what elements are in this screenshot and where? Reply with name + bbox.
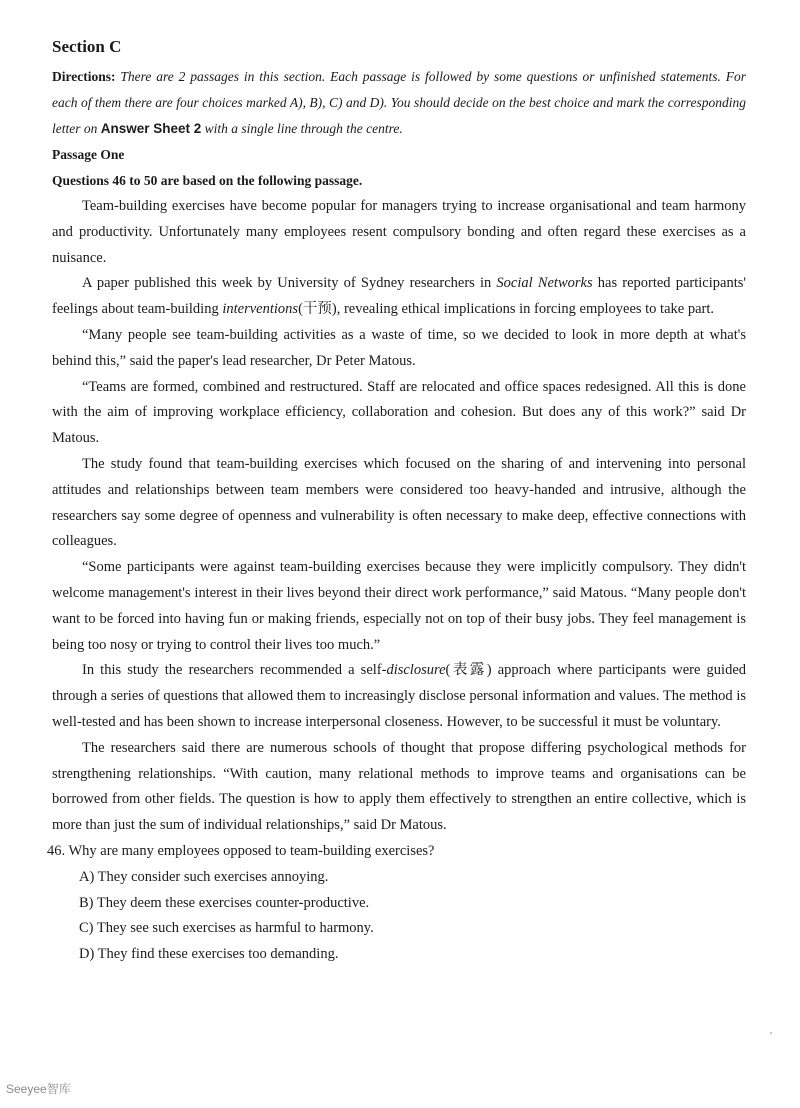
answer-sheet-label: Answer Sheet 2: [100, 121, 202, 136]
paragraph-1: Team-building exercises have become popular for managers trying to increase organisational and team harmony and productivity. Unfortunately many employees resent compulsory bonding and often regard these exercises as a nuisance.: [52, 198, 746, 266]
directions: [52, 64, 746, 142]
questions-intro: Questions 46 to 50 are based on the following passage.: [52, 173, 363, 188]
paragraph-2-part-c: (干预), revealing ethical implications in forcing employees to take part.: [298, 301, 714, 318]
watermark: Seeyee智库: [6, 1082, 71, 1096]
paragraph-2: [52, 271, 746, 323]
directions-lead: Directions:: [52, 69, 116, 84]
paragraph-3: “Many people see team-building activities as a waste of time, so we decided to look in more depth at what's behind this,” said the paper's lead researcher, Dr Peter Matous.: [52, 326, 746, 369]
paragraph-7-part-b: (表露) approach where participants were guided through a series of questions that allowed them to increasingly disclose personal information and values. The method is well-tested and has been shown to increase interpersonal closeness. However, to be successful it must be voluntary.: [52, 662, 746, 730]
journal-name: Social Networks: [496, 275, 593, 292]
paragraph-8: The researchers said there are numerous schools of thought that propose differing psychological methods for strengthening relationships. “With caution, many relational methods to improve teams and organisations can be borrowed from other fields. The question is how to apply them effectively to strengthen an entire collective, which is more than just the sum of individual relationships,” said Dr Matous.: [52, 739, 746, 834]
paragraph-7-part-a: In this study the researchers recommended a self-: [82, 662, 387, 679]
directions-text-after: with a single line through the centre.: [201, 121, 403, 136]
paragraph-7: [52, 658, 746, 735]
term-disclosure: disclosure: [386, 662, 446, 679]
option-c: C) They see such exercises as harmful to harmony.: [79, 920, 374, 937]
term-interventions: interventions: [222, 301, 299, 318]
option-d: D) They find these exercises too demanding.: [79, 946, 339, 963]
option-a: A) They consider such exercises annoying.: [79, 868, 329, 885]
paragraph-5: The study found that team-building exercises which focused on the sharing of and intervening into personal attitudes and relationships between team members were considered too heavy-handed and intrusive, although the researchers say some degree of openness and vulnerability is often necessary to make deep, effective connections with colleagues.: [52, 455, 746, 550]
section-title: Section C: [52, 37, 122, 56]
scan-speck: [770, 1032, 772, 1034]
option-b: B) They deem these exercises counter-productive.: [79, 894, 370, 911]
directions-text-before: There are 2 passages in this section. Each passage is followed by some questions or unfinished statements. For each of them there are four choices marked A), B), C) and D). You should decide on the best choice and mark the corresponding letter on: [52, 69, 746, 136]
exam-page: [47, 36, 746, 968]
passage-label: Passage One: [52, 147, 125, 162]
paragraph-2-part-a: A paper published this week by University of Sydney researchers in: [82, 275, 497, 292]
paragraph-4: “Teams are formed, combined and restructured. Staff are relocated and office spaces redesigned. All this is done with the aim of improving workplace efficiency, collaboration and cohesion. But does any of this work?” said Dr Matous.: [52, 378, 746, 447]
paragraph-6: “Some participants were against team-building exercises because they were implicitly compulsory. They didn't welcome management's interest in their lives beyond their direct work performance,” said Matous. “Many people don't want to be forced into having fun or making friends, especially not on top of their busy jobs. They feel management is being too nosy or trying to control their lives too much.”: [52, 559, 746, 653]
question-46: 46. Why are many employees opposed to team-building exercises?: [47, 842, 435, 859]
paragraph-2-part-b: has reported participants' feelings about team-building: [52, 275, 746, 318]
